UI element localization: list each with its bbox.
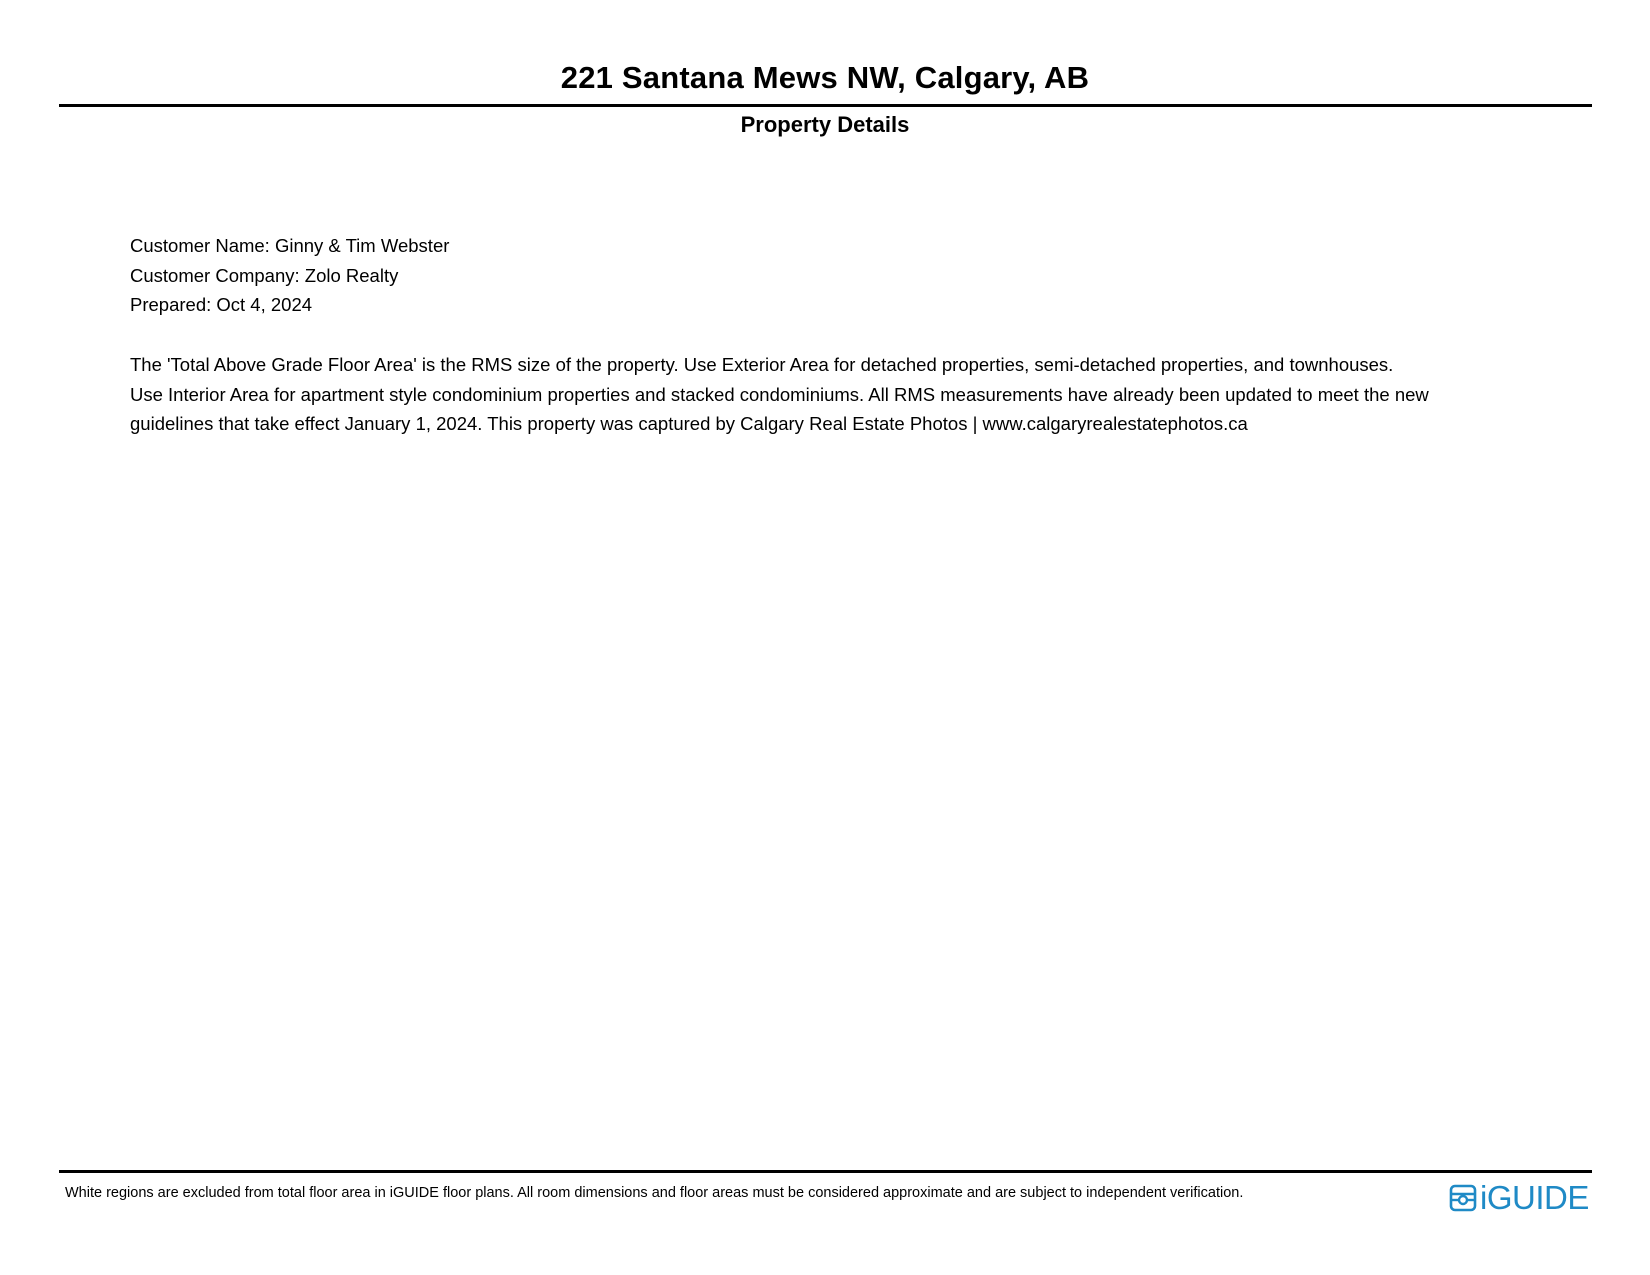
- customer-details: [130, 231, 449, 320]
- prepared-date: Prepared: Oct 4, 2024: [130, 294, 313, 315]
- customer-name: Customer Name: Ginny & Tim Webster: [130, 235, 450, 256]
- rms-notes: [130, 350, 1550, 439]
- header-divider: [59, 104, 1592, 107]
- customer-company: Customer Company: Zolo Realty: [130, 264, 399, 286]
- notes-line: The 'Total Above Grade Floor Area' is the RMS size of the property. Use Exterior Area for detached properties, semi-detached properties, and townhouses.: [130, 354, 1394, 375]
- page-subtitle: Property Details: [740, 112, 910, 137]
- iguide-logo-icon: [1449, 1183, 1479, 1213]
- iguide-logo-text: iGUIDE: [1480, 1179, 1589, 1216]
- page-title: 221 Santana Mews NW, Calgary, AB: [560, 60, 1090, 95]
- footer-disclaimer: White regions are excluded from total floor area in iGUIDE floor plans. All room dimensions and floor areas must be considered approximate and are subject to independent verification.: [65, 1185, 1244, 1201]
- footer-divider: [59, 1170, 1592, 1173]
- notes-line: guidelines that take effect January 1, 2024. This property was captured by Calgary Real Estate Photos | www.calgaryrealestatephotos.ca: [130, 413, 1248, 434]
- notes-line: Use Interior Area for apartment style condominium properties and stacked condominiums. All RMS measurements have already been updated to meet the new: [130, 383, 1429, 405]
- iguide-logo: [1449, 1180, 1589, 1216]
